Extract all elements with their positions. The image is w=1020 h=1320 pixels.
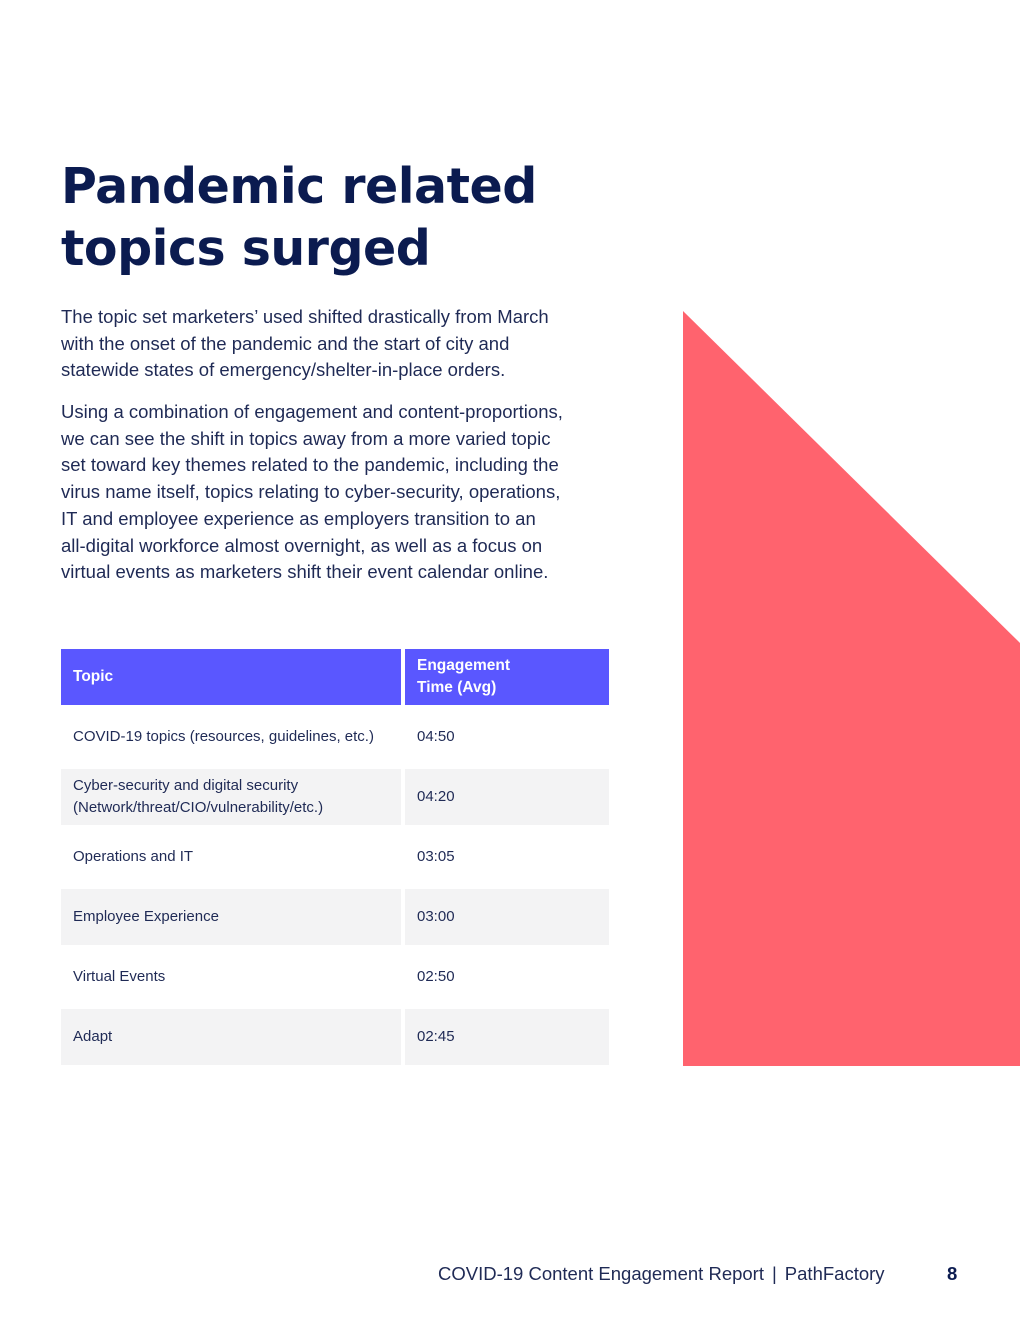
time-cell: 02:50 — [417, 968, 455, 985]
time-cell: 04:20 — [405, 769, 609, 825]
footer-report-label — [438, 1262, 885, 1286]
topic-cell: Adapt — [61, 1009, 401, 1065]
time-cell: 02:45 — [405, 1009, 609, 1065]
page-title-line: Pandemic related — [61, 158, 537, 215]
footer-separator: | — [771, 1263, 777, 1284]
paragraph-line: virus name itself, topics relating to cyber-security, operations, — [61, 481, 561, 503]
paragraph-line: all-digital workforce almost overnight, as well as a focus on — [61, 534, 543, 556]
paragraph-line: we can see the shift in topics away from a more varied topic — [61, 427, 551, 449]
header-engagement-time-line: Time (Avg) — [417, 679, 497, 696]
paragraph-line: IT and employee experience as employers transition to an — [61, 507, 536, 529]
header-engagement-time-line: Engagement — [417, 657, 511, 674]
topic-cell-line: Cyber-security and digital security — [73, 777, 299, 794]
page-number: 8 — [947, 1263, 958, 1284]
page-title-line: topics surged — [61, 220, 431, 277]
paragraph-line: with the onset of the pandemic and the start of city and — [61, 332, 510, 354]
topic-cell-line: (Network/threat/CIO/vulnerability/etc.) — [73, 799, 324, 816]
topic-cell: Operations and IT — [73, 848, 194, 865]
paragraph-line: Using a combination of engagement and content-proportions, — [61, 401, 563, 422]
paragraph-line: statewide states of emergency/shelter-in-place orders. — [61, 359, 506, 381]
header-topic: Topic — [61, 649, 401, 705]
time-cell: 04:50 — [417, 728, 455, 745]
paragraph-line: virtual events as marketers shift their event calendar online. — [61, 561, 549, 583]
time-cell: 03:05 — [417, 848, 455, 865]
accent-triangle — [683, 311, 1020, 1066]
topic-cell: Employee Experience — [61, 889, 401, 945]
footer-brand: PathFactory — [784, 1263, 885, 1284]
paragraph-line: The topic set marketers’ used shifted drastically from March — [61, 306, 549, 327]
topic-cell: Virtual Events — [73, 968, 166, 985]
topic-cell: COVID-19 topics (resources, guidelines, etc.) — [73, 728, 374, 745]
time-cell: 03:00 — [405, 889, 609, 945]
paragraph-line: set toward key themes related to the pandemic, including the — [61, 454, 559, 476]
footer-report-title: COVID-19 Content Engagement Report — [438, 1263, 764, 1284]
